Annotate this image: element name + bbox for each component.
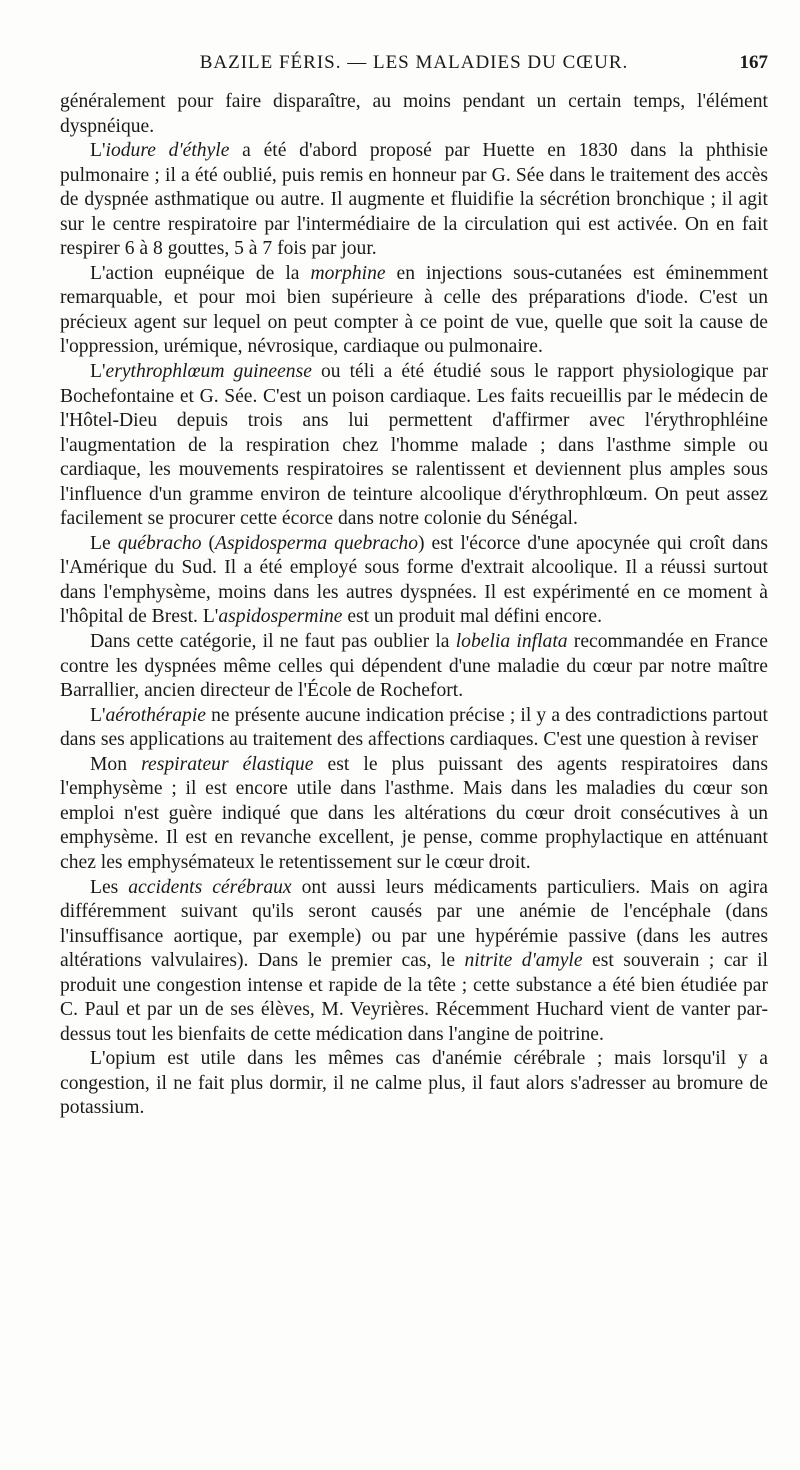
text-run: Mon: [90, 753, 142, 775]
text-run: L'opium est utile dans les mêmes cas d'anémie cérébrale ; mais lorsqu'il y a congestion, il ne fait plus dormir, il ne calme plus, il faut alors s'adresser au bromure de potassium.: [60, 1048, 768, 1119]
paragraph: [60, 90, 768, 139]
italic-term: erythrophlœum guineense: [105, 361, 312, 383]
text-run: L': [90, 140, 106, 162]
italic-term: iodure d'éthyle: [105, 140, 230, 162]
paragraph: [60, 1047, 768, 1121]
text-run: recommandée en France contre les dyspnées même celles qui dépendent d'une maladie du cœur par notre maître Barrallier, ancien directeur de l'École de Rochefort.: [60, 631, 768, 702]
paragraph: [60, 704, 768, 753]
italic-term: accidents cérébraux: [128, 876, 292, 898]
text-run: ou téli a été étudié sous le rapport physiologique par Bochefontaine et G. Sée. C'est un poison cardiaque. Les faits recueillis par le médecin de l'Hôtel-Dieu depuis trois ans lui permettent d'affirmer avec l'érythrophléine l'augmentation de la respiration chez l'homme malade ; dans l'asthme simple ou cardiaque, les mouvements respiratoires se ralentissent et deviennent plus amples sous l'influence d'un gramme environ de teinture alcoolique d'érythrophlœum. On peut assez facilement se procurer cette écorce dans notre colonie du Sénégal.: [60, 361, 768, 530]
text-run: ne présente aucune indication précise ; il y a des contradictions partout dans ses applications au traitement des affections cardiaques. C'est une question à reviser: [60, 704, 768, 751]
text-run: en injections sous-cutanées est éminemment remarquable, et pour moi bien supérieure à celle des préparations d'iode. C'est un précieux agent sur lequel on peut compter à ce point de vue, quelle que soit la cause de l'oppression, urémique, névrosique, cardiaque ou pulmonaire.: [60, 262, 769, 358]
text-run: est un produit mal défini encore.: [342, 606, 602, 628]
italic-term: lobelia inflata: [455, 631, 568, 653]
paragraph: [60, 630, 768, 704]
paragraph: [60, 753, 768, 876]
text-run: ) est l'écorce d'une apocynée qui croît dans l'Amérique du Sud. Il a été employé sous forme d'extrait alcoolique. Il a réussi surtout dans l'emphysème, moins dans les autres dyspnées. Il est expérimenté en ce moment à l'hôpital de Brest. L': [60, 532, 768, 628]
text-run: a été d'abord proposé par Huette en 1830 dans la phthisie pulmonaire ; il a été oublié, puis remis en honneur par G. Sée dans le traitement des accès de dyspnée asthmatique ou autre. Il augmente et fluidifie la sécrétion bronchique ; il agit sur le centre respiratoire par l'intermédiaire de la circulation qui est activée. On en fait respirer 6 à 8 gouttes, 5 à 7 fois par jour.: [60, 140, 768, 260]
paragraph: [60, 532, 768, 630]
italic-term: Aspidosperma quebracho: [215, 532, 418, 554]
italic-term: morphine: [310, 262, 386, 284]
text-run: L': [90, 361, 106, 383]
paragraph: [60, 262, 768, 360]
italic-term: respirateur élastique: [141, 753, 314, 775]
italic-term: aspidospermine: [218, 606, 343, 628]
italic-term: aérothérapie: [105, 704, 206, 726]
text-run: Dans cette catégorie, il ne faut pas oublier la: [90, 631, 456, 653]
text-run: (: [201, 532, 216, 554]
paragraph: [60, 139, 768, 262]
text-run: Le: [90, 532, 118, 554]
text-run: est le plus puissant des agents respiratoires dans l'emphysème ; il est encore utile dans l'asthme. Mais dans les maladies du cœur son emploi n'est guère indiqué que dans les altérations du cœur droit consécutives à un emphysème. Il est en revanche excellent, je pense, comme prophylactique en atténuant chez les emphysémateux le retentissement sur le cœur droit.: [60, 753, 768, 873]
page-header: [60, 52, 768, 82]
paragraph: [60, 360, 768, 532]
running-title: BAZILE FÉRIS. — LES MALADIES DU CŒUR.: [199, 52, 629, 73]
text-run: ont aussi leurs médicaments particuliers. Mais on agira différemment suivant qu'ils seront causés par une anémie de l'encéphale (dans l'insuffisance aortique, par exemple) ou par une hypérémie passive (dans les autres altérations valvulaires). Dans le premier cas, le: [60, 876, 768, 972]
text-run: L'action eupnéique de la: [90, 262, 311, 284]
page-number: 167: [739, 52, 768, 73]
italic-term: québracho: [117, 532, 202, 554]
text-run: L': [90, 704, 106, 726]
text-run: Les: [90, 876, 129, 898]
italic-term: nitrite d'amyle: [464, 950, 583, 972]
body-text: [60, 90, 768, 1121]
text-run: est souverain ; car il produit une congestion intense et rapide de la tête ; cette substance a été bien étudiée par C. Paul et par un de ses élèves, M. Veyrières. Récemment Huchard vient de vanter par-dessus tout les bienfaits de cette médication dans l'angine de poitrine.: [60, 950, 768, 1045]
text-run: généralement pour faire disparaître, au moins pendant un certain temps, l'élément dyspnéique.: [60, 91, 768, 137]
paragraph: [60, 876, 768, 1048]
